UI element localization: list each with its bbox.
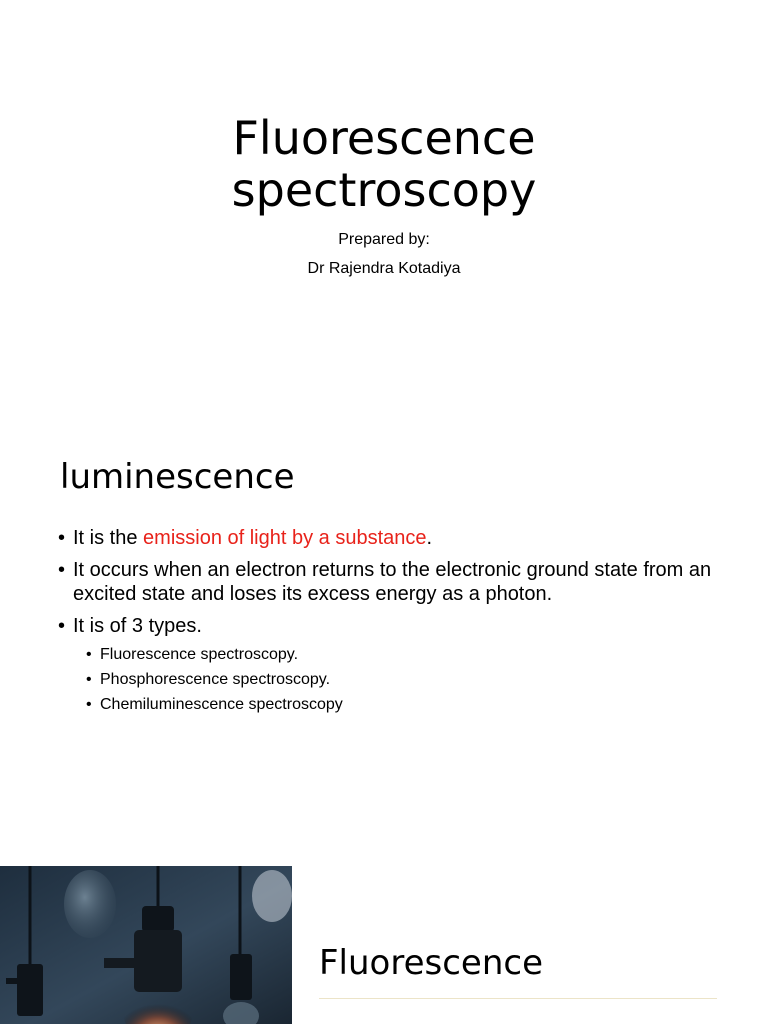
bullet-text: It is of 3 types. — [73, 615, 202, 637]
sub-bullet-list — [86, 642, 718, 717]
bullet-item — [58, 526, 718, 550]
bullet-text-end: . — [426, 527, 433, 549]
author-name: Dr Rajendra Kotadiya — [307, 260, 461, 277]
sub-bullet-item — [86, 667, 718, 692]
prepared-by-label: Prepared by: — [338, 231, 430, 248]
sub-bullet-item — [86, 642, 718, 667]
bullet-text: It is the — [73, 527, 144, 549]
slide-heading: luminescence — [60, 457, 295, 497]
bullet-item — [58, 614, 718, 638]
slide-title-line-1: Fluorescence — [232, 111, 536, 165]
fluorescence-slide — [0, 866, 768, 1024]
bullet-dot: • — [58, 559, 66, 581]
sub-bullet-text: Fluorescence spectroscopy. — [100, 646, 299, 663]
heading-divider — [319, 998, 717, 999]
sub-bullet-text: Chemiluminescence spectroscopy — [100, 696, 343, 713]
light-bulbs-photo — [0, 866, 292, 1024]
slide-heading: Fluorescence — [319, 943, 543, 983]
sub-bullet-item — [86, 692, 718, 717]
bullet-list — [58, 526, 718, 717]
bullet-text: It occurs when an electron returns to the electronic ground state from an excited state and loses its excess energy as a photon. — [73, 559, 712, 605]
bullet-dot: • — [58, 615, 66, 637]
bullet-dot: • — [86, 671, 92, 688]
bullet-dot: • — [86, 696, 92, 713]
highlighted-text: emission of light by a substance — [143, 527, 427, 549]
slide-title-line-2: spectroscopy — [231, 163, 537, 217]
bullet-item — [58, 558, 718, 606]
luminescence-slide — [0, 432, 768, 864]
sub-bullet-text: Phosphorescence spectroscopy. — [100, 671, 331, 688]
title-slide — [0, 0, 768, 432]
bullet-dot: • — [58, 527, 66, 549]
slide-title — [0, 112, 768, 216]
bullet-dot: • — [86, 646, 92, 663]
